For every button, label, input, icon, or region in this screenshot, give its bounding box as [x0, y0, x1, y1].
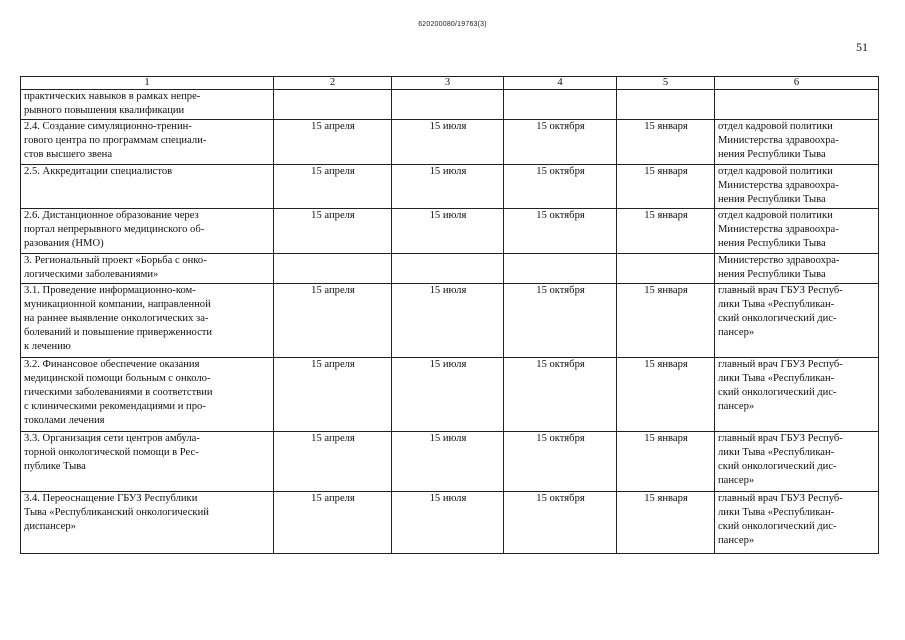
- deadline-q1-cell: 15 апреля: [274, 165, 392, 209]
- deadline-q1-cell: [274, 90, 392, 120]
- deadline-q1-cell: 15 апреля: [274, 284, 392, 358]
- deadline-q3-cell: 15 октября: [504, 358, 617, 432]
- document-code: 620200080/19763(3): [418, 21, 487, 28]
- deadline-q2-cell: [392, 90, 504, 120]
- activity-name-cell: 2.5. Аккредитации специалистов: [21, 165, 274, 209]
- deadline-q1-cell: 15 апреля: [274, 432, 392, 492]
- table-row: [21, 254, 879, 284]
- column-header: 2: [274, 77, 392, 90]
- deadline-q4-cell: 15 января: [617, 358, 715, 432]
- table-row: [21, 492, 879, 554]
- activity-name-cell: 2.6. Дистанционное образование через портал непрерывного медицинского об- разования (НМО): [21, 209, 274, 254]
- responsible-cell: главный врач ГБУЗ Респуб- лики Тыва «Республикан- ский онкологический дис- пансер»: [715, 432, 879, 492]
- responsible-cell: отдел кадровой политики Министерства здравоохра- нения Республики Тыва: [715, 120, 879, 165]
- deadline-q2-cell: [392, 254, 504, 284]
- responsible-cell: главный врач ГБУЗ Респуб- лики Тыва «Республикан- ский онкологический дис- пансер»: [715, 492, 879, 554]
- deadline-q4-cell: [617, 90, 715, 120]
- table-row: [21, 165, 879, 209]
- deadline-q3-cell: [504, 254, 617, 284]
- deadline-q2-cell: 15 июля: [392, 120, 504, 165]
- activity-name-cell: 3. Региональный проект «Борьба с онко- логическими заболеваниями»: [21, 254, 274, 284]
- deadline-q4-cell: 15 января: [617, 432, 715, 492]
- table-row: [21, 120, 879, 165]
- deadline-q3-cell: 15 октября: [504, 432, 617, 492]
- responsible-cell: Министерство здравоохра- нения Республики Тыва: [715, 254, 879, 284]
- responsible-cell: главный врач ГБУЗ Респуб- лики Тыва «Республикан- ский онкологический дис- пансер»: [715, 358, 879, 432]
- column-header: 5: [617, 77, 715, 90]
- deadline-q2-cell: 15 июля: [392, 358, 504, 432]
- deadline-q3-cell: 15 октября: [504, 120, 617, 165]
- column-header: 4: [504, 77, 617, 90]
- deadline-q4-cell: [617, 254, 715, 284]
- deadline-q1-cell: 15 апреля: [274, 120, 392, 165]
- deadline-q4-cell: 15 января: [617, 492, 715, 554]
- responsible-cell: [715, 90, 879, 120]
- activity-name-cell: 3.4. Переоснащение ГБУЗ Республики Тыва «Республиканский онкологический диспансер»: [21, 492, 274, 554]
- deadline-q2-cell: 15 июля: [392, 165, 504, 209]
- column-header: 1: [21, 77, 274, 90]
- column-header: 6: [715, 77, 879, 90]
- column-header: 3: [392, 77, 504, 90]
- responsible-cell: отдел кадровой политики Министерства здравоохра- нения Республики Тыва: [715, 165, 879, 209]
- table-row: [21, 209, 879, 254]
- deadline-q4-cell: 15 января: [617, 120, 715, 165]
- activity-name-cell: 2.4. Создание симуляционно-тренин- гового центра по программам специали- стов высшего звена: [21, 120, 274, 165]
- deadline-q1-cell: 15 апреля: [274, 492, 392, 554]
- activity-name-cell: 3.2. Финансовое обеспечение оказания медицинской помощи больным с онколо- гическими заболеваниями в соответствии с клиническими рекомендациями и про- токолами лечения: [21, 358, 274, 432]
- deadline-q1-cell: 15 апреля: [274, 358, 392, 432]
- deadline-q3-cell: 15 октября: [504, 209, 617, 254]
- deadline-q4-cell: 15 января: [617, 284, 715, 358]
- deadline-q3-cell: 15 октября: [504, 492, 617, 554]
- schedule-table: [20, 76, 879, 554]
- deadline-q3-cell: 15 октября: [504, 165, 617, 209]
- table-row: [21, 432, 879, 492]
- table-row: [21, 284, 879, 358]
- deadline-q2-cell: 15 июля: [392, 209, 504, 254]
- table-body: [21, 90, 879, 554]
- deadline-q1-cell: 15 апреля: [274, 209, 392, 254]
- table-row: [21, 358, 879, 432]
- responsible-cell: главный врач ГБУЗ Респуб- лики Тыва «Республикан- ский онкологический дис- пансер»: [715, 284, 879, 358]
- deadline-q3-cell: [504, 90, 617, 120]
- deadline-q2-cell: 15 июля: [392, 432, 504, 492]
- deadline-q4-cell: 15 января: [617, 209, 715, 254]
- activity-name-cell: 3.3. Организация сети центров амбула- торной онкологической помощи в Рес- публике Тыва: [21, 432, 274, 492]
- activity-name-cell: 3.1. Проведение информационно-ком- муникационной компании, направленной на раннее выявление онкологических за- болеваний и повышение приверженности к лечению: [21, 284, 274, 358]
- deadline-q1-cell: [274, 254, 392, 284]
- page-number: 51: [856, 40, 868, 54]
- deadline-q2-cell: 15 июля: [392, 284, 504, 358]
- deadline-q3-cell: 15 октября: [504, 284, 617, 358]
- column-number-row: [21, 77, 879, 90]
- deadline-q2-cell: 15 июля: [392, 492, 504, 554]
- deadline-q4-cell: 15 января: [617, 165, 715, 209]
- activity-name-cell: практических навыков в рамках непре- рывного повышения квалификации: [21, 90, 274, 120]
- responsible-cell: отдел кадровой политики Министерства здравоохра- нения Республики Тыва: [715, 209, 879, 254]
- table-row: [21, 90, 879, 120]
